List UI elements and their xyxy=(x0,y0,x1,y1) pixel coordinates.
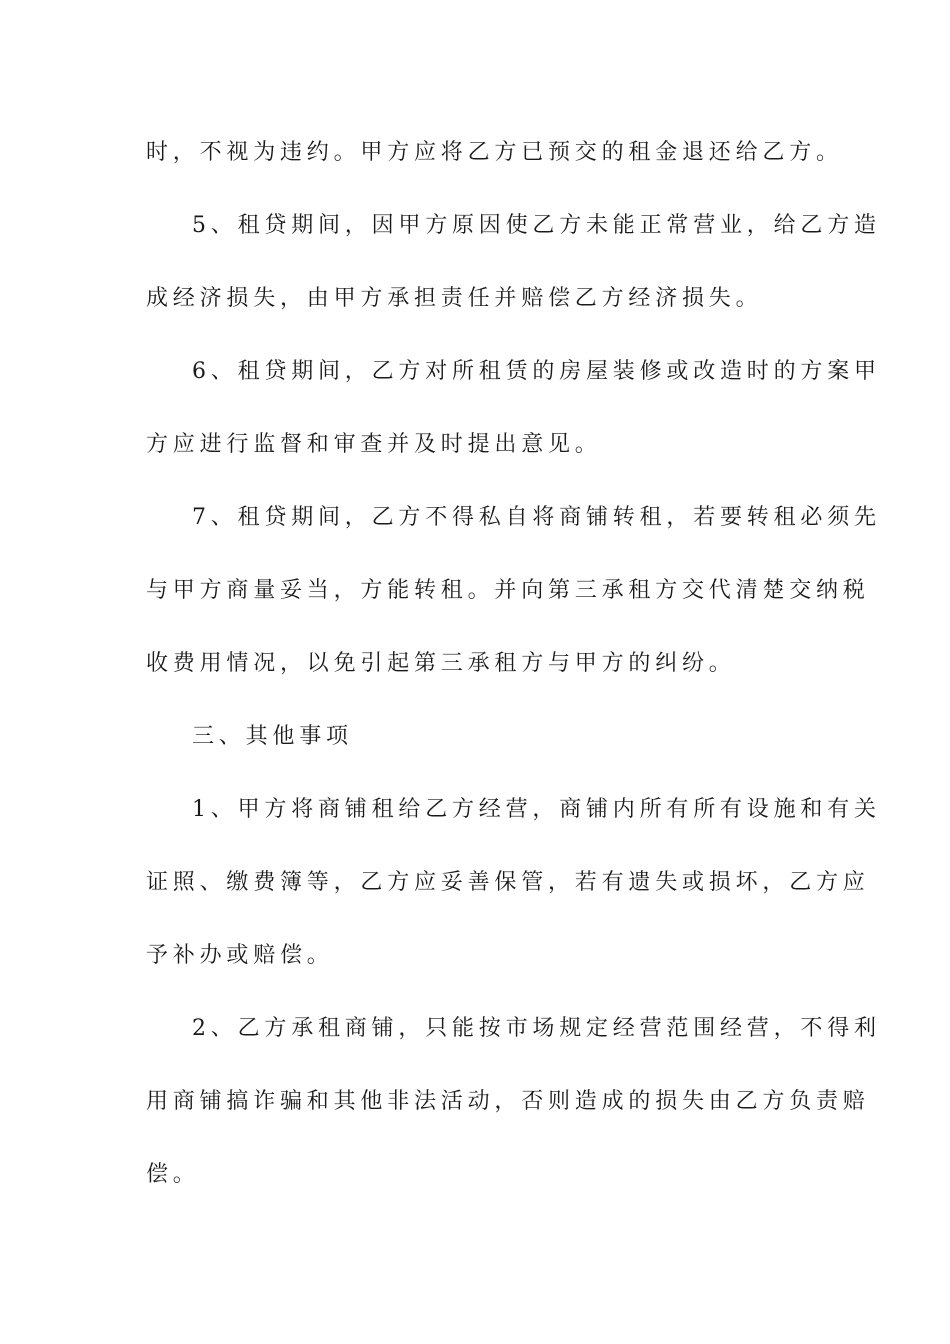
text-line: 收费用情况，以免引起第三承租方与甲方的纠纷。 xyxy=(146,651,736,676)
text-line: 用商铺搞诈骗和其他非法活动，否则造成的损失由乙方负责赔 xyxy=(146,1089,870,1114)
text-line: 时，不视为违约。甲方应将乙方已预交的租金退还给乙方。 xyxy=(146,140,843,165)
text-line: 方应进行监督和审查并及时提出意见。 xyxy=(146,432,602,457)
text-line: 6、租贷期间，乙方对所租赁的房屋装修或改造时的方案甲 xyxy=(192,359,881,384)
text-line: 予补办或赔偿。 xyxy=(146,943,334,968)
text-line: 2、乙方承租商铺，只能按市场规定经营范围经营，不得利 xyxy=(192,1016,881,1041)
text-line: 7、租贷期间，乙方不得私自将商铺转租，若要转租必须先 xyxy=(192,505,881,530)
text-line: 证照、缴费簿等，乙方应妥善保管，若有遗失或损坏，乙方应 xyxy=(146,870,870,895)
text-line: 与甲方商量妥当，方能转租。并向第三承租方交代清楚交纳税 xyxy=(146,578,870,603)
text-line: 1、甲方将商铺租给乙方经营，商铺内所有所有设施和有关 xyxy=(192,797,881,822)
text-line: 偿。 xyxy=(146,1162,200,1187)
text-line: 成经济损失，由甲方承担责任并赔偿乙方经济损失。 xyxy=(146,286,763,311)
text-line: 5、租贷期间，因甲方原因使乙方未能正常营业，给乙方造 xyxy=(192,213,881,238)
section-heading: 三、其他事项 xyxy=(192,724,353,749)
